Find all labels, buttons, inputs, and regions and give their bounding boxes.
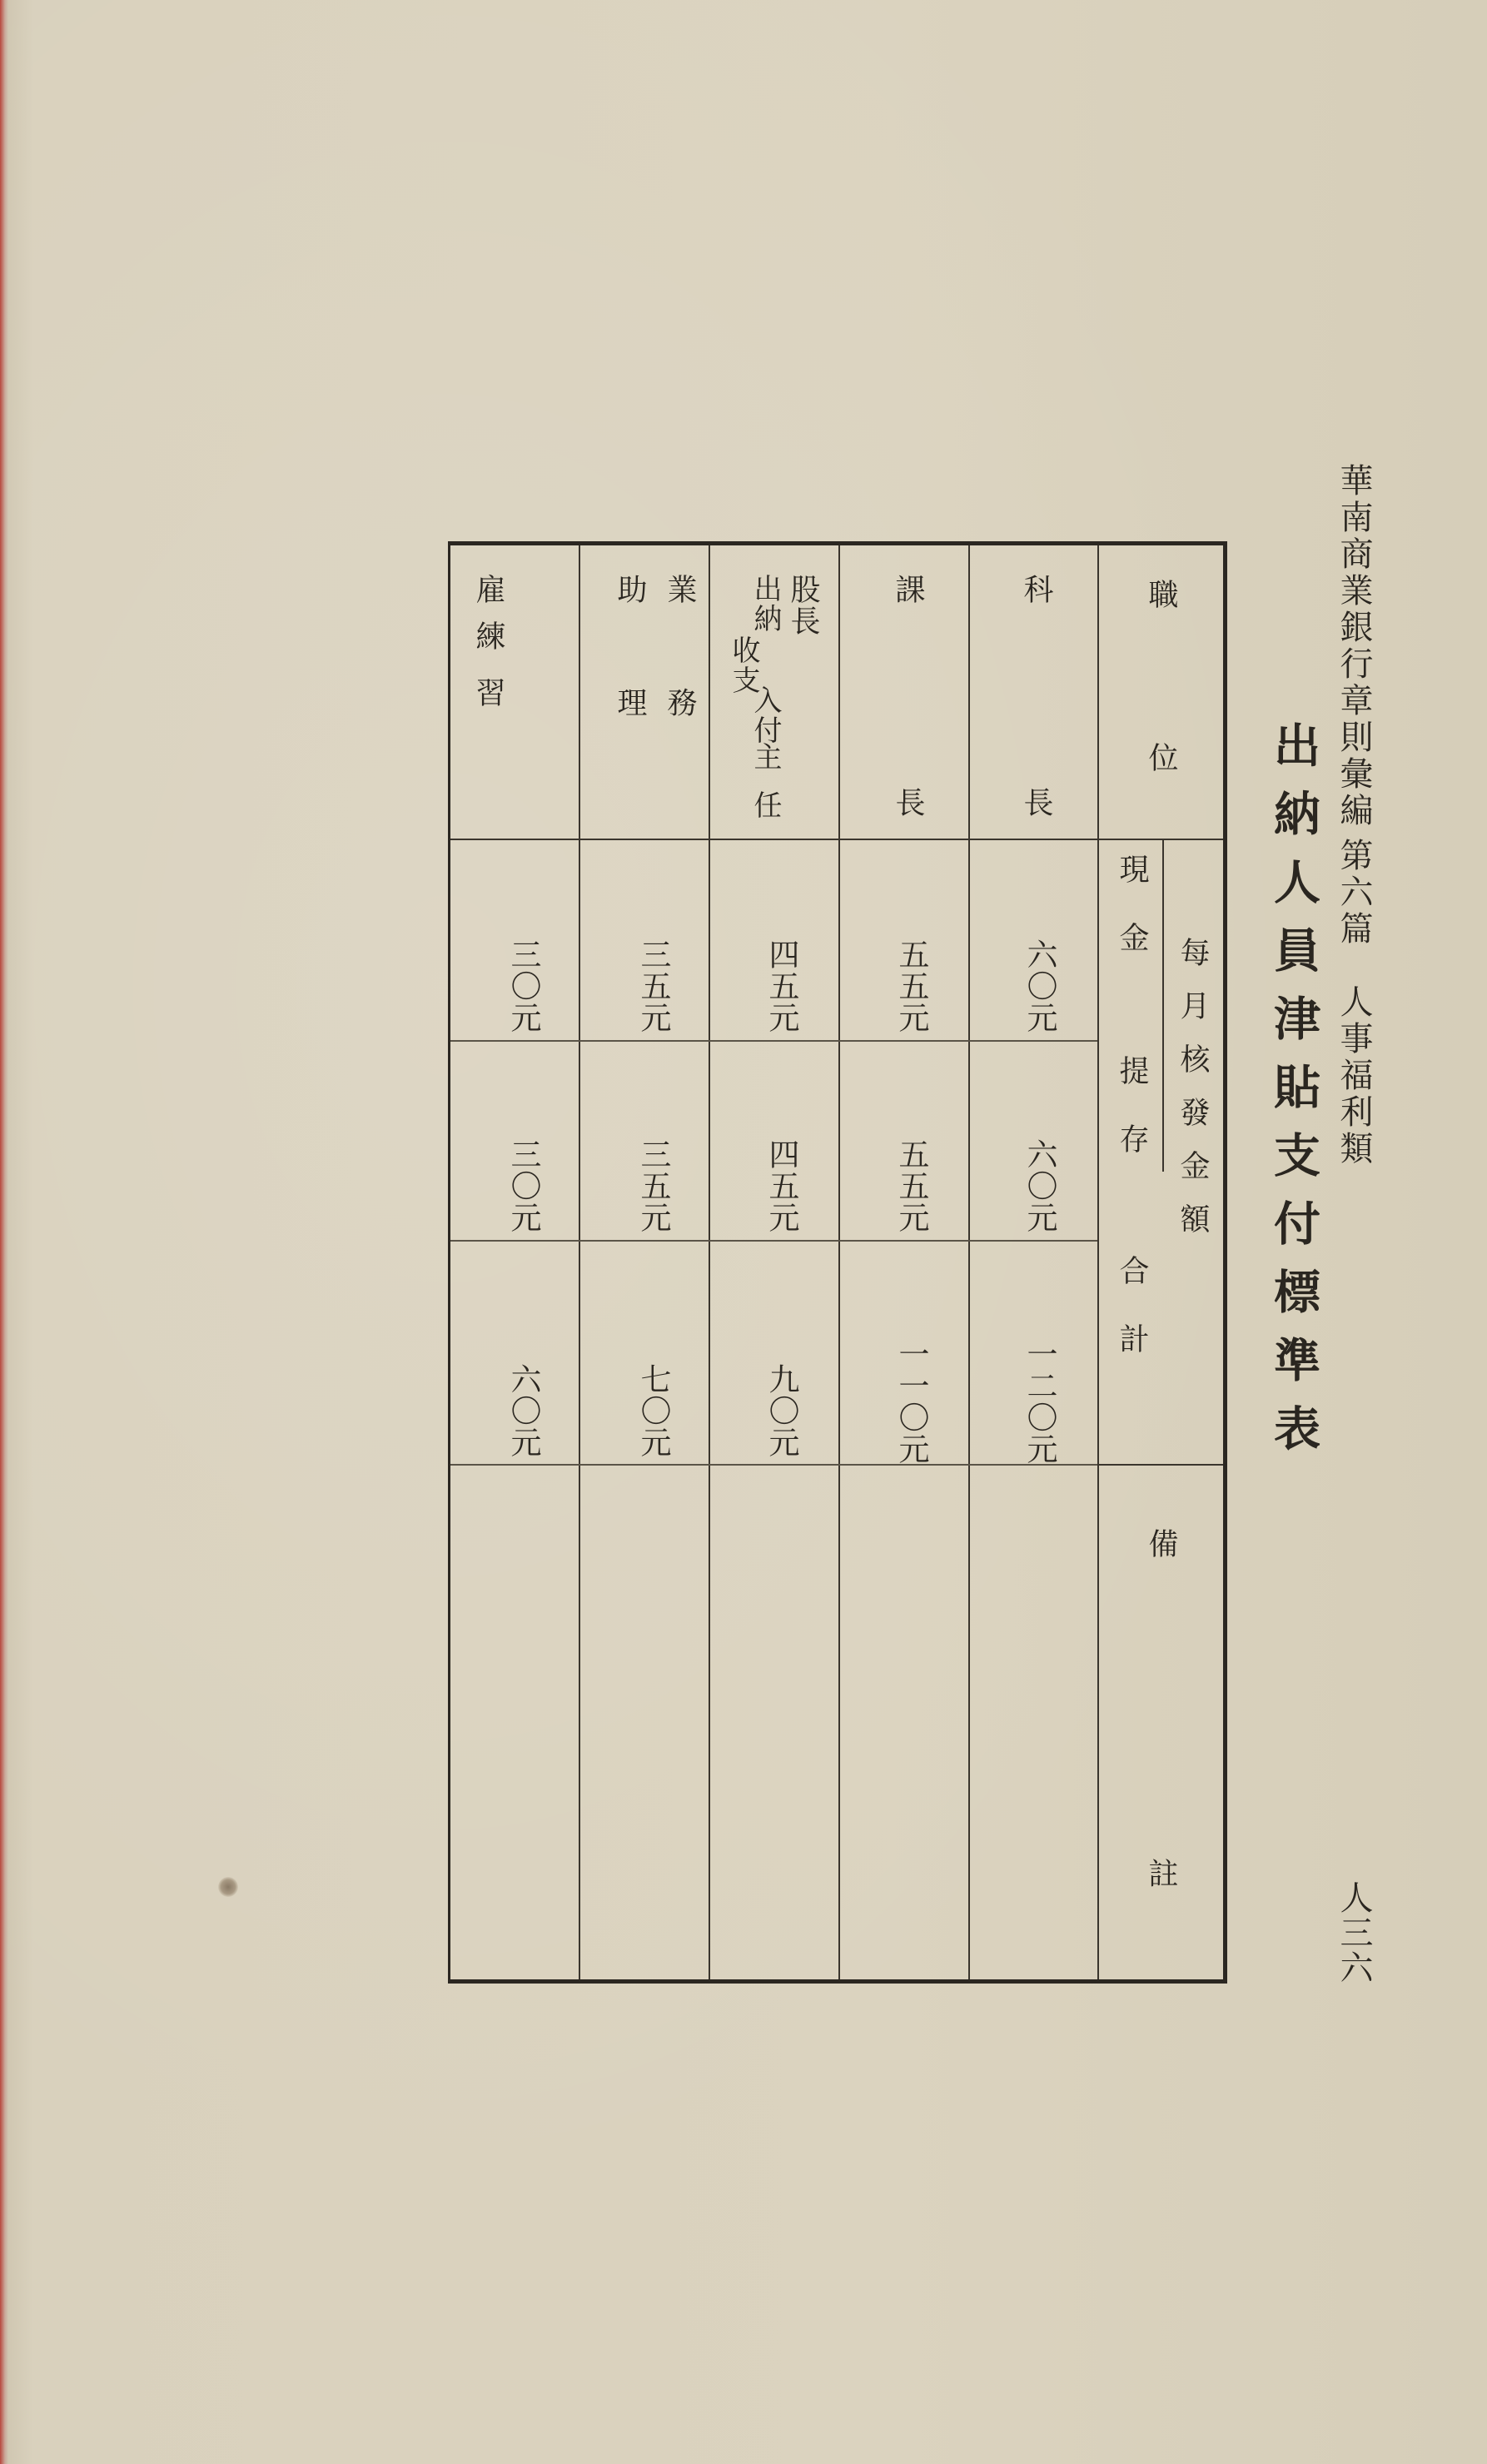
position-3-line3: 入付 [748, 685, 782, 745]
position-5-line2: 習 [471, 677, 505, 709]
row2-total: 一一〇元 [893, 1338, 929, 1465]
amount-divider [450, 1464, 1097, 1466]
position-3-top: 股長 [786, 574, 820, 637]
row4-total: 七〇元 [635, 1363, 671, 1458]
position-kachou-bottom: 長 [891, 787, 925, 819]
col-divider [968, 545, 970, 1979]
position-5-line1: 雇練 [471, 574, 505, 667]
col-divider [709, 545, 710, 1979]
header-monthly-amount: 每月核發金額 [1176, 937, 1210, 1257]
position-3-line4: 主任 [748, 742, 782, 839]
row5-deposit: 三〇元 [505, 1138, 541, 1233]
table-title: 出納人員津貼支付標準表 [1266, 721, 1321, 1472]
header-position: 職位 [1144, 579, 1178, 905]
book-title: 華南商業銀行章則彙編 [1335, 463, 1373, 829]
row1-cash: 六〇元 [1022, 938, 1057, 1033]
row3-total: 九〇元 [763, 1363, 799, 1458]
header-deposit: 提存 [1115, 1055, 1149, 1192]
paper-stain [218, 1877, 238, 1897]
page-number: 人三六 [1335, 1880, 1373, 1985]
row2-cash: 五五元 [893, 938, 929, 1033]
header-remarks: 備註 [1144, 1528, 1178, 2188]
col-divider [579, 545, 580, 1979]
row5-cash: 三〇元 [505, 938, 541, 1033]
position-kacho-top: 科 [1019, 574, 1053, 605]
col-divider [1097, 545, 1099, 1979]
remarks-divider [1097, 1464, 1223, 1466]
row4-deposit: 三五元 [635, 1138, 671, 1233]
position-3-line1: 出納 [748, 574, 782, 634]
row4-cash: 三五元 [635, 938, 671, 1033]
amount-divider [450, 1240, 1097, 1242]
section-title: 第六篇 人事福利類 [1335, 838, 1373, 1167]
position-kacho-bottom: 長 [1019, 787, 1053, 819]
row2-deposit: 五五元 [893, 1138, 929, 1233]
amount-divider [450, 1040, 1097, 1042]
page-edge [0, 0, 8, 2464]
position-kachou-top: 課 [891, 574, 925, 605]
position-4-line1: 業務 [663, 574, 697, 800]
allowance-table [448, 541, 1227, 2188]
row3-deposit: 四五元 [763, 1138, 799, 1233]
position-4-line2: 助理 [613, 574, 647, 800]
col-divider [838, 545, 840, 1979]
header-total: 合計 [1115, 1255, 1149, 1391]
row3-cash: 四五元 [763, 938, 799, 1033]
position-3-line2: 收支 [727, 635, 760, 695]
row5-total: 六〇元 [505, 1363, 541, 1458]
header-cash: 現金 [1115, 854, 1149, 990]
row1-deposit: 六〇元 [1022, 1138, 1057, 1233]
row1-total: 一二〇元 [1022, 1338, 1057, 1465]
